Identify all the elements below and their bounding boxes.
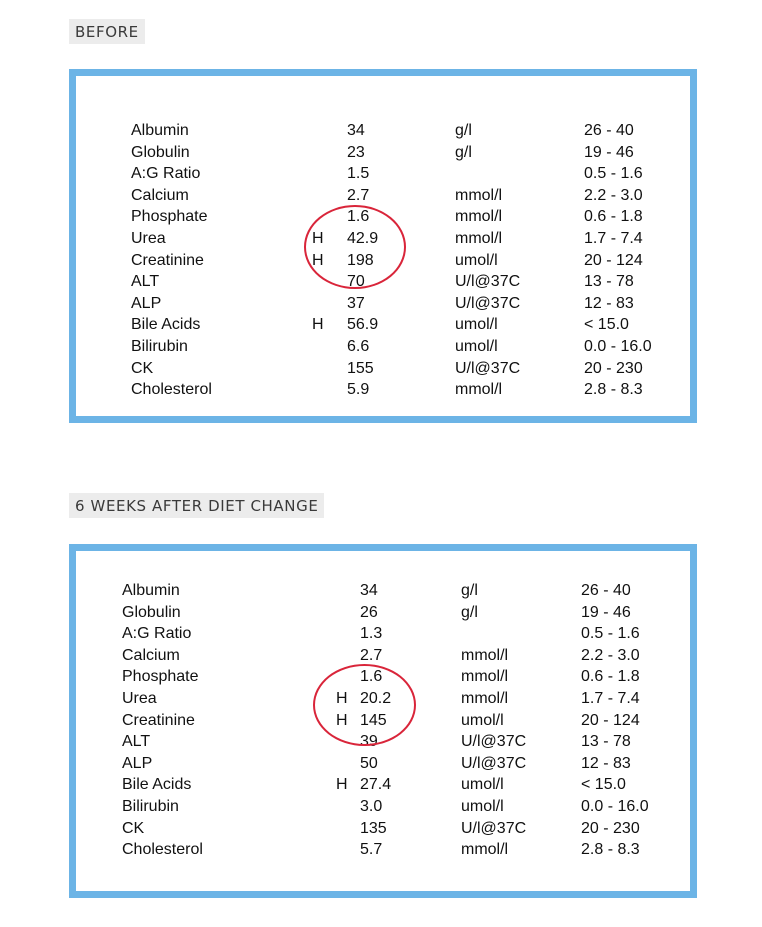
analyte-name: Calcium	[122, 646, 180, 664]
analyte-name: Albumin	[122, 582, 180, 599]
reference-range: 0.5 - 1.6	[581, 625, 640, 643]
reference-range: 20 - 124	[584, 251, 643, 269]
result-value: 1.6	[360, 668, 383, 686]
unit: g/l	[461, 582, 478, 599]
reference-range: 0.5 - 1.6	[584, 165, 643, 183]
reference-range: 1.7 - 7.4	[581, 690, 640, 707]
high-flag: H	[336, 711, 348, 729]
table-row	[76, 774, 690, 796]
table-row	[76, 645, 690, 667]
reference-range: 0.6 - 1.8	[581, 668, 640, 686]
analyte-name: Creatinine	[122, 711, 195, 729]
unit: g/l	[455, 122, 472, 139]
table-row	[76, 293, 690, 315]
lab-results-panel-before	[69, 69, 697, 423]
unit: umol/l	[455, 251, 498, 269]
unit: U/l@37C	[461, 819, 527, 837]
unit: g/l	[461, 603, 478, 621]
unit: mmol/l	[455, 230, 503, 247]
result-value: 1.5	[347, 165, 370, 183]
table-row	[76, 710, 690, 732]
analyte-name: Bilirubin	[122, 798, 179, 815]
analyte-name: A:G Ratio	[122, 625, 192, 643]
reference-range: 19 - 46	[581, 603, 631, 621]
table-row	[76, 336, 690, 358]
reference-range: 2.8 - 8.3	[584, 381, 643, 399]
analyte-name: Globulin	[131, 143, 190, 161]
reference-range: < 15.0	[584, 316, 629, 334]
unit: U/l@37C	[461, 733, 527, 751]
analyte-name: Albumin	[131, 122, 189, 139]
result-value: 70	[347, 273, 365, 291]
reference-range: 26 - 40	[581, 582, 631, 599]
table-row	[76, 358, 690, 380]
result-value: 198	[347, 251, 374, 269]
analyte-name: Cholesterol	[131, 381, 212, 399]
table-row	[76, 185, 690, 207]
result-value: 2.7	[360, 646, 383, 664]
analyte-name: ALP	[131, 294, 162, 312]
analyte-name: Phosphate	[131, 208, 208, 226]
reference-range: 20 - 230	[581, 819, 640, 837]
result-value: 145	[360, 711, 387, 729]
unit: umol/l	[461, 798, 504, 815]
unit: umol/l	[455, 316, 498, 334]
result-value: 23	[347, 143, 365, 161]
reference-range: 0.6 - 1.8	[584, 208, 643, 226]
analyte-name: Globulin	[122, 603, 181, 621]
table-row	[76, 580, 690, 602]
result-value: 56.9	[347, 316, 379, 334]
result-value: 37	[347, 294, 365, 312]
result-value: 34	[347, 122, 365, 139]
table-row	[76, 666, 690, 688]
reference-range: 12 - 83	[581, 754, 631, 772]
high-flag: H	[312, 230, 324, 247]
reference-range: 0.0 - 16.0	[581, 798, 649, 815]
analyte-name: Urea	[131, 230, 166, 247]
reference-range: 2.2 - 3.0	[584, 186, 643, 204]
unit: mmol/l	[461, 841, 509, 859]
reference-range: < 15.0	[581, 776, 626, 794]
analyte-name: A:G Ratio	[131, 165, 201, 183]
result-value: 5.7	[360, 841, 383, 859]
unit: umol/l	[461, 711, 504, 729]
result-value: 27.4	[360, 776, 392, 794]
result-value: 6.6	[347, 338, 370, 355]
unit: U/l@37C	[455, 359, 521, 377]
result-value: 1.6	[347, 208, 370, 226]
section-label-before: BEFORE	[69, 19, 145, 44]
unit: umol/l	[461, 776, 504, 794]
result-value: 5.9	[347, 381, 370, 399]
table-row	[76, 753, 690, 775]
analyte-name: Phosphate	[122, 668, 199, 686]
result-value: 135	[360, 819, 387, 837]
table-row	[76, 796, 690, 818]
reference-range: 12 - 83	[584, 294, 634, 312]
analyte-name: ALT	[122, 733, 151, 751]
unit: mmol/l	[455, 381, 503, 399]
table-row	[76, 602, 690, 624]
unit: g/l	[455, 143, 472, 161]
reference-range: 1.7 - 7.4	[584, 230, 643, 247]
analyte-name: Cholesterol	[122, 841, 203, 859]
table-row	[76, 731, 690, 753]
reference-range: 13 - 78	[581, 733, 631, 751]
result-value: 26	[360, 603, 378, 621]
analyte-name: CK	[131, 359, 154, 377]
table-row	[76, 228, 690, 250]
analyte-name: Creatinine	[131, 251, 204, 269]
table-row	[76, 163, 690, 185]
table-row	[76, 120, 690, 142]
result-value: 1.3	[360, 625, 383, 643]
high-flag: H	[312, 316, 324, 334]
lab-results-panel-after	[69, 544, 697, 898]
result-value: 42.9	[347, 230, 379, 247]
analyte-name: Calcium	[131, 186, 189, 204]
table-row	[76, 688, 690, 710]
reference-range: 26 - 40	[584, 122, 634, 139]
reference-range: 20 - 124	[581, 711, 640, 729]
analyte-name: Urea	[122, 690, 157, 707]
analyte-name: Bile Acids	[122, 776, 192, 794]
table-row	[76, 623, 690, 645]
table-row	[76, 379, 690, 401]
result-value: 34	[360, 582, 378, 599]
unit: mmol/l	[461, 646, 509, 664]
result-value: 20.2	[360, 690, 392, 707]
high-flag: H	[336, 690, 348, 707]
table-row	[76, 271, 690, 293]
table-row	[76, 206, 690, 228]
reference-range: 13 - 78	[584, 273, 634, 291]
reference-range: 2.8 - 8.3	[581, 841, 640, 859]
result-value: 155	[347, 359, 374, 377]
analyte-name: CK	[122, 819, 145, 837]
table-row	[76, 250, 690, 272]
result-value: 39	[360, 733, 378, 751]
table-row	[76, 142, 690, 164]
unit: mmol/l	[461, 668, 509, 686]
analyte-name: ALP	[122, 754, 153, 772]
analyte-name: ALT	[131, 273, 160, 291]
unit: mmol/l	[455, 208, 503, 226]
result-value: 2.7	[347, 186, 370, 204]
unit: U/l@37C	[455, 294, 521, 312]
unit: mmol/l	[461, 690, 509, 707]
table-row	[76, 839, 690, 861]
result-value: 50	[360, 754, 378, 772]
unit: U/l@37C	[461, 754, 527, 772]
table-row	[76, 314, 690, 336]
unit: U/l@37C	[455, 273, 521, 291]
unit: mmol/l	[455, 186, 503, 204]
high-flag: H	[312, 251, 324, 269]
analyte-name: Bile Acids	[131, 316, 201, 334]
reference-range: 20 - 230	[584, 359, 643, 377]
table-row	[76, 818, 690, 840]
reference-range: 2.2 - 3.0	[581, 646, 640, 664]
section-label-after: 6 WEEKS AFTER DIET CHANGE	[69, 493, 324, 518]
high-flag: H	[336, 776, 348, 794]
analyte-name: Bilirubin	[131, 338, 188, 355]
unit: umol/l	[455, 338, 498, 355]
reference-range: 19 - 46	[584, 143, 634, 161]
result-value: 3.0	[360, 798, 383, 815]
reference-range: 0.0 - 16.0	[584, 338, 652, 355]
